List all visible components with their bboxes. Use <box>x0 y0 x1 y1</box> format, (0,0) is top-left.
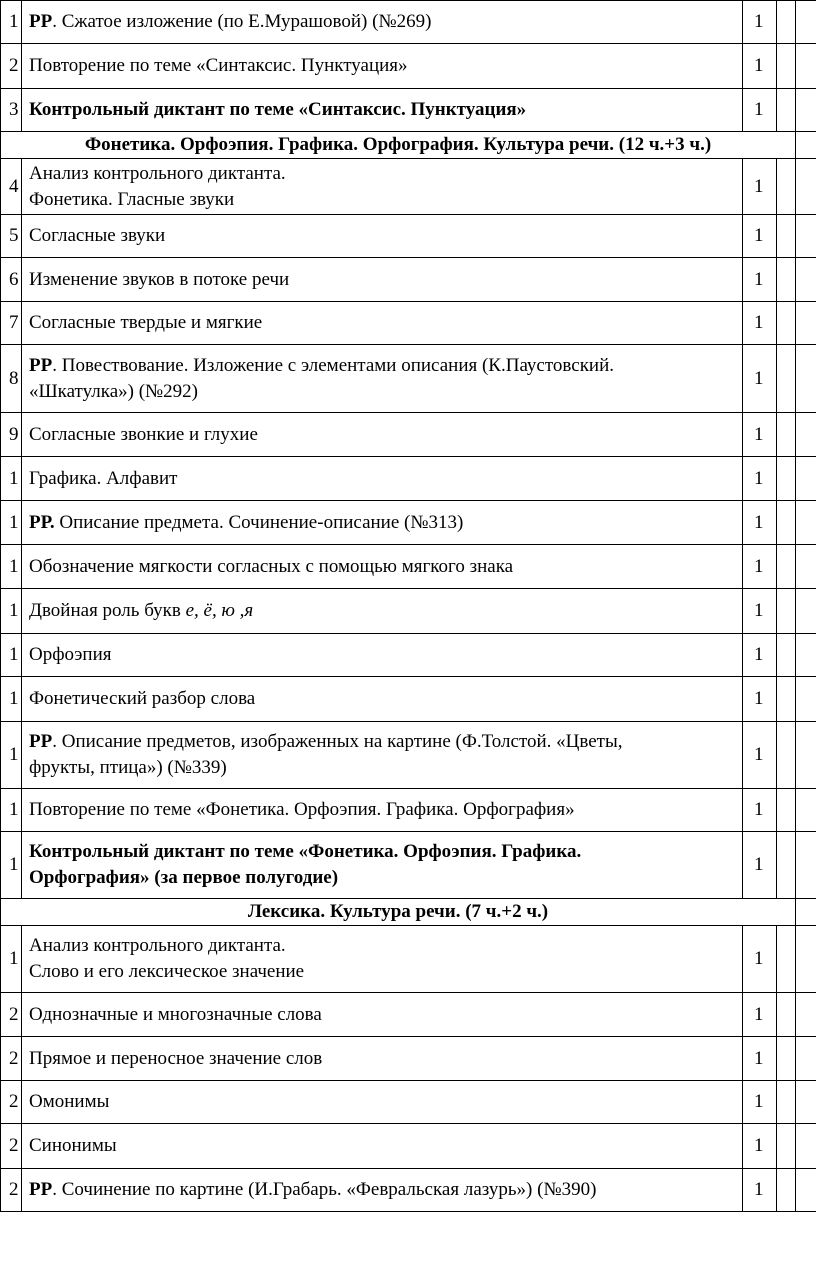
lesson-hours: 1 <box>743 302 777 345</box>
lesson-hours: 1 <box>743 832 777 899</box>
plan-date-cell <box>777 1 796 44</box>
fact-date-cell <box>796 1169 816 1212</box>
topic-text: Омонимы <box>29 1091 110 1112</box>
plan-date-cell <box>777 258 796 302</box>
topic-text: . Сочинение по картине (И.Грабарь. «Февральская лазурь») (№390) <box>52 1179 597 1200</box>
topic-text: . Сжатое изложение (по Е.Мурашовой) (№269) <box>52 11 432 32</box>
lesson-hours: 1 <box>743 89 777 132</box>
lesson-hours: 1 <box>743 926 777 993</box>
fact-date-cell <box>796 345 816 413</box>
rr-label: РР <box>29 354 53 376</box>
lesson-number: 5 <box>1 215 22 258</box>
lesson-number: 2 <box>1 1169 22 1212</box>
fact-date-cell <box>796 789 816 832</box>
fact-date-cell <box>796 634 816 677</box>
fact-date-cell <box>796 258 816 302</box>
plan-date-cell <box>777 1124 796 1169</box>
topic-line: Фонетика. Гласные звуки <box>29 188 235 210</box>
lesson-hours: 1 <box>743 634 777 677</box>
topic-text: Прямое и переносное значение слов <box>29 1047 323 1069</box>
topic-text: Изменение звуков в потоке речи <box>29 268 290 290</box>
lesson-row <box>1 1037 816 1081</box>
topic-text: Описание предмета. Сочинение-описание (№313) <box>54 511 464 533</box>
fact-date-cell <box>796 44 816 89</box>
lesson-row <box>1 89 816 132</box>
plan-date-cell <box>777 215 796 258</box>
topic-text: Согласные твердые и мягкие <box>29 312 263 333</box>
lesson-hours: 1 <box>743 215 777 258</box>
lesson-hours: 1 <box>743 159 777 215</box>
rr-label: РР <box>29 731 53 752</box>
fact-date-cell <box>796 722 816 789</box>
lesson-topic <box>22 589 743 634</box>
fact-date-cell <box>796 993 816 1037</box>
lesson-row <box>1 1124 816 1169</box>
lesson-number: 1 <box>1 545 22 589</box>
plan-date-cell <box>777 589 796 634</box>
fact-date-cell <box>796 1037 816 1081</box>
lesson-row <box>1 159 816 215</box>
lesson-row <box>1 215 816 258</box>
lesson-topic <box>22 345 743 413</box>
lesson-row <box>1 302 816 345</box>
topic-text: Согласные звонкие и глухие <box>29 423 258 445</box>
lesson-row <box>1 545 816 589</box>
lesson-topic <box>22 501 743 545</box>
lesson-hours: 1 <box>743 1081 777 1124</box>
topic-text: . Повествование. Изложение с элементами описания (К.Паустовский. <box>52 354 615 376</box>
lesson-hours: 1 <box>743 1037 777 1081</box>
topic-text: Повторение по теме «Фонетика. Орфоэпия. Графика. Орфография» <box>29 799 575 820</box>
lesson-topic <box>22 832 743 899</box>
lesson-row <box>1 501 816 545</box>
topic-text: Обозначение мягкости согласных с помощью мягкого знака <box>29 555 514 577</box>
topic-line <box>29 933 736 959</box>
lesson-topic <box>22 1 743 44</box>
lesson-row <box>1 44 816 89</box>
lesson-topic <box>22 993 743 1037</box>
lesson-row <box>1 258 816 302</box>
plan-date-cell <box>777 457 796 501</box>
lesson-number: 2 <box>1 1124 22 1169</box>
topic-text: Анализ контрольного диктанта. <box>29 162 286 184</box>
lesson-hours: 1 <box>743 258 777 302</box>
lesson-hours: 1 <box>743 993 777 1037</box>
topic-text: Фонетический разбор слова <box>29 688 256 709</box>
plan-date-cell <box>777 789 796 832</box>
topic-bold-line: Контрольный диктант по теме «Фонетика. Орфоэпия. Графика. <box>29 841 582 862</box>
lesson-topic <box>22 1124 743 1169</box>
lesson-number: 9 <box>1 413 22 457</box>
lesson-number: 7 <box>1 302 22 345</box>
plan-date-cell <box>777 44 796 89</box>
topic-text: Анализ контрольного диктанта. <box>29 935 286 956</box>
lesson-hours: 1 <box>743 789 777 832</box>
plan-date-cell <box>777 1037 796 1081</box>
fact-date-cell <box>796 302 816 345</box>
lesson-number: 1 <box>1 832 22 899</box>
plan-date-cell <box>777 993 796 1037</box>
lesson-topic <box>22 1169 743 1212</box>
lesson-number: 1 <box>1 589 22 634</box>
lesson-row <box>1 677 816 722</box>
lesson-number: 2 <box>1 1081 22 1124</box>
section-empty-cell <box>796 132 816 159</box>
lesson-hours: 1 <box>743 589 777 634</box>
section-title: Лексика. Культура речи. (7 ч.+2 ч.) <box>1 899 796 926</box>
lesson-number: 6 <box>1 258 22 302</box>
lesson-hours: 1 <box>743 1169 777 1212</box>
fact-date-cell <box>796 501 816 545</box>
lesson-hours: 1 <box>743 1124 777 1169</box>
fact-date-cell <box>796 926 816 993</box>
topic-line: Слово и его лексическое значение <box>29 961 305 982</box>
lesson-number: 3 <box>1 89 22 132</box>
fact-date-cell <box>796 159 816 215</box>
lesson-number: 2 <box>1 1037 22 1081</box>
rr-label: РР <box>29 1179 53 1200</box>
lesson-number: 2 <box>1 993 22 1037</box>
lesson-row <box>1 722 816 789</box>
lesson-number: 1 <box>1 789 22 832</box>
lesson-row <box>1 345 816 413</box>
lesson-topic <box>22 258 743 302</box>
section-title: Фонетика. Орфоэпия. Графика. Орфография. Культура речи. (12 ч.+3 ч.) <box>1 132 796 159</box>
lesson-row <box>1 926 816 993</box>
lesson-hours: 1 <box>743 501 777 545</box>
lesson-hours: 1 <box>743 457 777 501</box>
fact-date-cell <box>796 457 816 501</box>
lesson-hours: 1 <box>743 1 777 44</box>
plan-date-cell <box>777 302 796 345</box>
lesson-row <box>1 589 816 634</box>
rr-label: РР <box>29 11 53 32</box>
lesson-hours: 1 <box>743 345 777 413</box>
topic-bold-text: Контрольный диктант по теме «Синтаксис. Пунктуация» <box>29 99 527 120</box>
plan-date-cell <box>777 1081 796 1124</box>
lesson-row <box>1 832 816 899</box>
fact-date-cell <box>796 215 816 258</box>
section-header-row <box>1 132 816 159</box>
lesson-number: 1 <box>1 1 22 44</box>
lesson-number: 1 <box>1 457 22 501</box>
topic-line: фрукты, птица») (№339) <box>29 757 227 778</box>
topic-text: Согласные звуки <box>29 225 166 246</box>
topic-italic-letters: е, ё, ю ,я <box>185 600 254 621</box>
plan-date-cell <box>777 926 796 993</box>
plan-date-cell <box>777 345 796 413</box>
lesson-row <box>1 789 816 832</box>
lesson-topic <box>22 215 743 258</box>
plan-date-cell <box>777 1169 796 1212</box>
lesson-topic <box>22 926 743 993</box>
plan-date-cell <box>777 501 796 545</box>
lesson-topic <box>22 634 743 677</box>
lesson-number: 1 <box>1 722 22 789</box>
topic-line <box>29 353 736 379</box>
lesson-row <box>1 1169 816 1212</box>
lesson-topic <box>22 457 743 501</box>
lesson-hours: 1 <box>743 677 777 722</box>
lesson-number: 1 <box>1 926 22 993</box>
section-empty-cell <box>796 899 816 926</box>
lesson-topic <box>22 44 743 89</box>
lesson-topic <box>22 1037 743 1081</box>
fact-date-cell <box>796 89 816 132</box>
lesson-topic <box>22 1081 743 1124</box>
fact-date-cell <box>796 413 816 457</box>
topic-line: «Шкатулка») (№292) <box>29 380 198 402</box>
lesson-hours: 1 <box>743 545 777 589</box>
topic-text: Графика. Алфавит <box>29 467 178 489</box>
lesson-row <box>1 634 816 677</box>
lesson-row <box>1 413 816 457</box>
plan-date-cell <box>777 413 796 457</box>
topic-text: Орфоэпия <box>29 644 112 665</box>
lesson-number: 8 <box>1 345 22 413</box>
lesson-number: 1 <box>1 677 22 722</box>
topic-text: Двойная роль букв <box>29 600 186 621</box>
lesson-topic <box>22 302 743 345</box>
lesson-row <box>1 1 816 44</box>
lesson-row <box>1 457 816 501</box>
lesson-topic <box>22 413 743 457</box>
lesson-topic <box>22 722 743 789</box>
fact-date-cell <box>796 832 816 899</box>
plan-date-cell <box>777 545 796 589</box>
fact-date-cell <box>796 545 816 589</box>
lesson-topic <box>22 89 743 132</box>
lesson-plan-body <box>1 1 816 1212</box>
fact-date-cell <box>796 1081 816 1124</box>
lesson-topic <box>22 677 743 722</box>
lesson-hours: 1 <box>743 413 777 457</box>
lesson-row <box>1 993 816 1037</box>
topic-bold-line: Орфография» (за первое полугодие) <box>29 867 339 888</box>
lesson-topic <box>22 545 743 589</box>
plan-date-cell <box>777 677 796 722</box>
lesson-number: 1 <box>1 501 22 545</box>
topic-line <box>29 729 736 755</box>
lesson-number: 1 <box>1 634 22 677</box>
topic-text: Однозначные и многозначные слова <box>29 1003 322 1025</box>
lesson-topic <box>22 159 743 215</box>
fact-date-cell <box>796 1 816 44</box>
lesson-row <box>1 1081 816 1124</box>
topic-text: . Описание предметов, изображенных на картине (Ф.Толстой. «Цветы, <box>52 731 623 752</box>
fact-date-cell <box>796 677 816 722</box>
topic-line <box>29 161 736 187</box>
fact-date-cell <box>796 589 816 634</box>
plan-date-cell <box>777 832 796 899</box>
plan-date-cell <box>777 722 796 789</box>
plan-date-cell <box>777 159 796 215</box>
section-header-row <box>1 899 816 926</box>
lesson-hours: 1 <box>743 44 777 89</box>
fact-date-cell <box>796 1124 816 1169</box>
topic-text: Повторение по теме «Синтаксис. Пунктуация» <box>29 55 408 76</box>
plan-date-cell <box>777 634 796 677</box>
lesson-number: 4 <box>1 159 22 215</box>
lesson-topic <box>22 789 743 832</box>
rr-label: РР. <box>29 511 55 533</box>
lesson-hours: 1 <box>743 722 777 789</box>
plan-date-cell <box>777 89 796 132</box>
lesson-number: 2 <box>1 44 22 89</box>
topic-text: Синонимы <box>29 1135 117 1156</box>
